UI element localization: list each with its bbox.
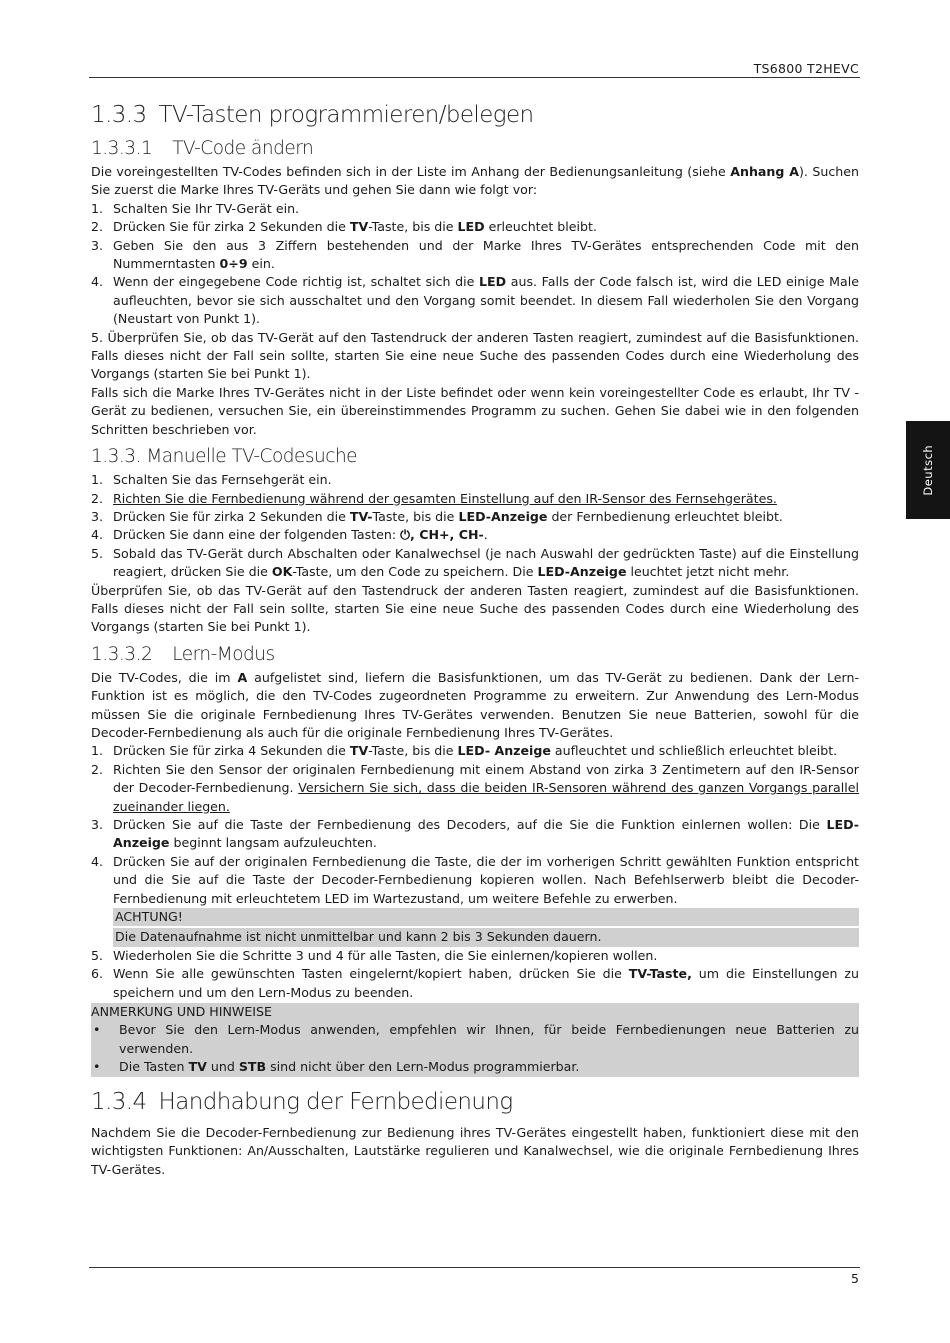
list-item: 3. Drücken Sie auf die Taste der Fernbedienung des Decoders, auf die Sie die Funktion einlernen wollen: Die LED-Anzeige beginnt langsam aufzuleuchten. [91,817,859,851]
heading-number: 1.3.3 [91,102,147,128]
steps-list [91,471,859,581]
list-item: 6. Wenn Sie alle gewünschten Tasten eingelernt/kopiert haben, drücken Sie die TV-Taste, um die Einstellungen zu speichern und um den Lern-Modus zu beenden. [91,966,859,1000]
paragraph: Falls sich die Marke Ihres TV-Gerätes nicht in der Liste befindet oder wenn kein voreingestellter Code es erlaubt, Ihr TV - Gerät zu bedienen, versuchen Sie, ein übereinstimmendes Programm zu suchen. Gehen Sie dabei wie in den folgenden Schritten beschrieben vor. [91,384,859,437]
list-item: • Bevor Sie den Lern-Modus anwenden, empfehlen wir Ihnen, für beide Fernbedienungen neue Batterien zu verwenden. [91,1021,859,1058]
heading-title: TV-Tasten programmieren/belegen [158,102,534,128]
footer-divider [89,1267,860,1268]
list-item: 3. Geben Sie den aus 3 Ziffern bestehenden und der Marke Ihres TV-Gerätes entsprechenden Code mit den Nummerntasten 0÷9 ein. [91,237,859,272]
heading-title: Lern-Modus [172,643,275,665]
list-item: 4. Drücken Sie auf der originalen Fernbedienung die Taste, die der im vorherigen Schritt gewählten Funktion entspricht und die Sie auf die Taste der Decoder-Fernbedienung kopieren wollen. Nach Befehlserwerb bleibt die Decoder-Fernbedienung mit erleuchtetem LED im Wartezustand, um weitere Befehle zu erwerben. [91,853,859,906]
section-1-3-3-1-heading [91,137,859,161]
list-item: 3. Drücken Sie für zirka 2 Sekunden die TV-Taste, bis die LED-Anzeige der Fernbedienung erleuchtet bleibt. [91,508,783,524]
list-item: 2. Richten Sie den Sensor der originalen Fernbedienung mit einem Abstand von zirka 3 Zentimetern auf den IR-Sensor der Decoder-Fernbedienung. Versichern Sie sich, dass die beiden IR-Sensoren während des ganzen Vorgangs parallel zueinander liegen. [91,761,860,814]
language-tab [906,421,950,519]
section-1-3-3-manual-heading: 1.3.3. Manuelle TV-Codesuche [91,446,358,468]
page-number: 5 [851,1271,859,1286]
list-item: 2. Drücken Sie für zirka 2 Sekunden die TV-Taste, bis die LED erleuchtet bleibt. [91,219,597,235]
paragraph: Überprüfen Sie, ob das TV-Gerät auf den Tastendruck der anderen Tasten reagiert, zumindest auf die Basisfunktionen. Falls dieses nicht der Fall sein sollte, starten Sie eine neue Suche des passenden Codes durch eine Wiederholung des Vorgangs (starten Sie bei Punkt 1). [91,582,859,635]
steps-list [91,742,859,908]
page-content [91,100,859,1179]
heading-title: TV-Code ändern [172,138,314,159]
paragraph: Nachdem Sie die Decoder-Fernbedienung zur Bedienung ihres TV-Gerätes eingestellt haben, funktioniert diese mit den wichtigsten Funktionen: An/Ausschalten, Lautstärke regulieren und Kanalwechsel, wie die originale Fernbedienung Ihres TV-Gerätes. [91,1124,859,1177]
header-divider [89,77,860,78]
paragraph: Die voreingestellten TV-Codes befinden sich in der Liste im Anhang der Bedienungsanleitung (siehe Anhang A). Suchen Sie zuerst die Marke Ihres TV-Geräts und gehen Sie dann wie folgt vor: [91,164,859,198]
steps-list [91,947,859,1002]
list-item: 5. Wiederholen Sie die Schritte 3 und 4 für alle Tasten, die Sie einlernen/kopieren wollen. [91,947,658,963]
heading-number: 1.3.4 [91,1088,147,1115]
heading-title: Handhabung der Fernbedienung [158,1088,513,1115]
heading-number: 1.3.3.2 [91,643,153,665]
list-item: 1. Schalten Sie das Fernsehgerät ein. [91,472,332,488]
paragraph: Die TV-Codes, die im A aufgelistet sind, liefern die Basisfunktionen, um das TV-Gerät zu bedienen. Dank der Lern-Funktion ist es möglich, die den TV-Codes zugeordneten Programme zu erweitern. Zur Anwendung des Lern-Modus müssen Sie die originale Fernbedienung Ihres TV-Gerätes verwenden. Benutzen Sie neue Batterien, sowohl für die Decoder-Fernbedienung als auch für die originale Fernbedienung Ihres TV-Gerätes. [91,669,859,740]
list-item: 4. Wenn der eingegebene Code richtig ist, schaltet sich die LED aus. Falls der Code falsch ist, wird die LED einige Male aufleuchten, bevor sie sich ausschaltet und den Vorgang somit beendet. In diesem Fall wiederholen Sie den Vorgang (Neustart von Punkt 1). [91,274,859,327]
list-item: 2. Richten Sie die Fernbedienung während der gesamten Einstellung auf den IR-Sensor des Fernsehgerätes. [91,490,777,506]
notes-box [91,1003,859,1077]
section-1-3-3-heading [91,100,859,130]
warning-text: Die Datenaufnahme ist nicht unmittelbar und kann 2 bis 3 Sekunden dauern. [113,928,859,946]
list-item: 1. Drücken Sie für zirka 4 Sekunden die TV-Taste, bis die LED- Anzeige aufleuchtet und schließlich erleuchtet bleibt. [91,743,838,759]
heading-number: 1.3.3.1 [91,138,153,159]
list-item: • Die Tasten TV und STB sind nicht über den Lern-Modus programmierbar. [91,1058,859,1076]
list-item: 5. Sobald das TV-Gerät durch Abschalten oder Kanalwechsel (je nach Auswahl der gedrückten Taste) auf die Einstellung reagiert, drücken Sie die OK-Taste, um den Code zu speichern. Die LED-Anzeige leuchtet jetzt nicht mehr. [91,545,859,580]
notes-title: ANMERKUNG UND HINWEISE [91,1004,272,1020]
language-tab-label: Deutsch [920,444,935,496]
section-1-3-3-2-heading [91,643,859,667]
list-item: 1. Schalten Sie Ihr TV-Gerät ein. [91,200,300,216]
steps-list [91,200,859,329]
section-1-3-4-heading [91,1087,859,1117]
notes-list [91,1021,859,1076]
warning-title: ACHTUNG! [113,908,859,926]
paragraph: 5. Überprüfen Sie, ob das TV-Gerät auf den Tastendruck der anderen Tasten reagiert, zumindest auf die Basisfunktionen. Falls dieses nicht der Fall sein sollte, starten Sie eine neue Suche des passenden Codes durch eine Wiederholung des Vorgangs (starten Sie bei Punkt 1). [91,329,859,382]
list-item: 4. Drücken Sie dann eine der folgenden Tasten: ⏻, CH+, CH-. [91,527,488,543]
header-model: TS6800 T2HEVC [753,61,859,76]
